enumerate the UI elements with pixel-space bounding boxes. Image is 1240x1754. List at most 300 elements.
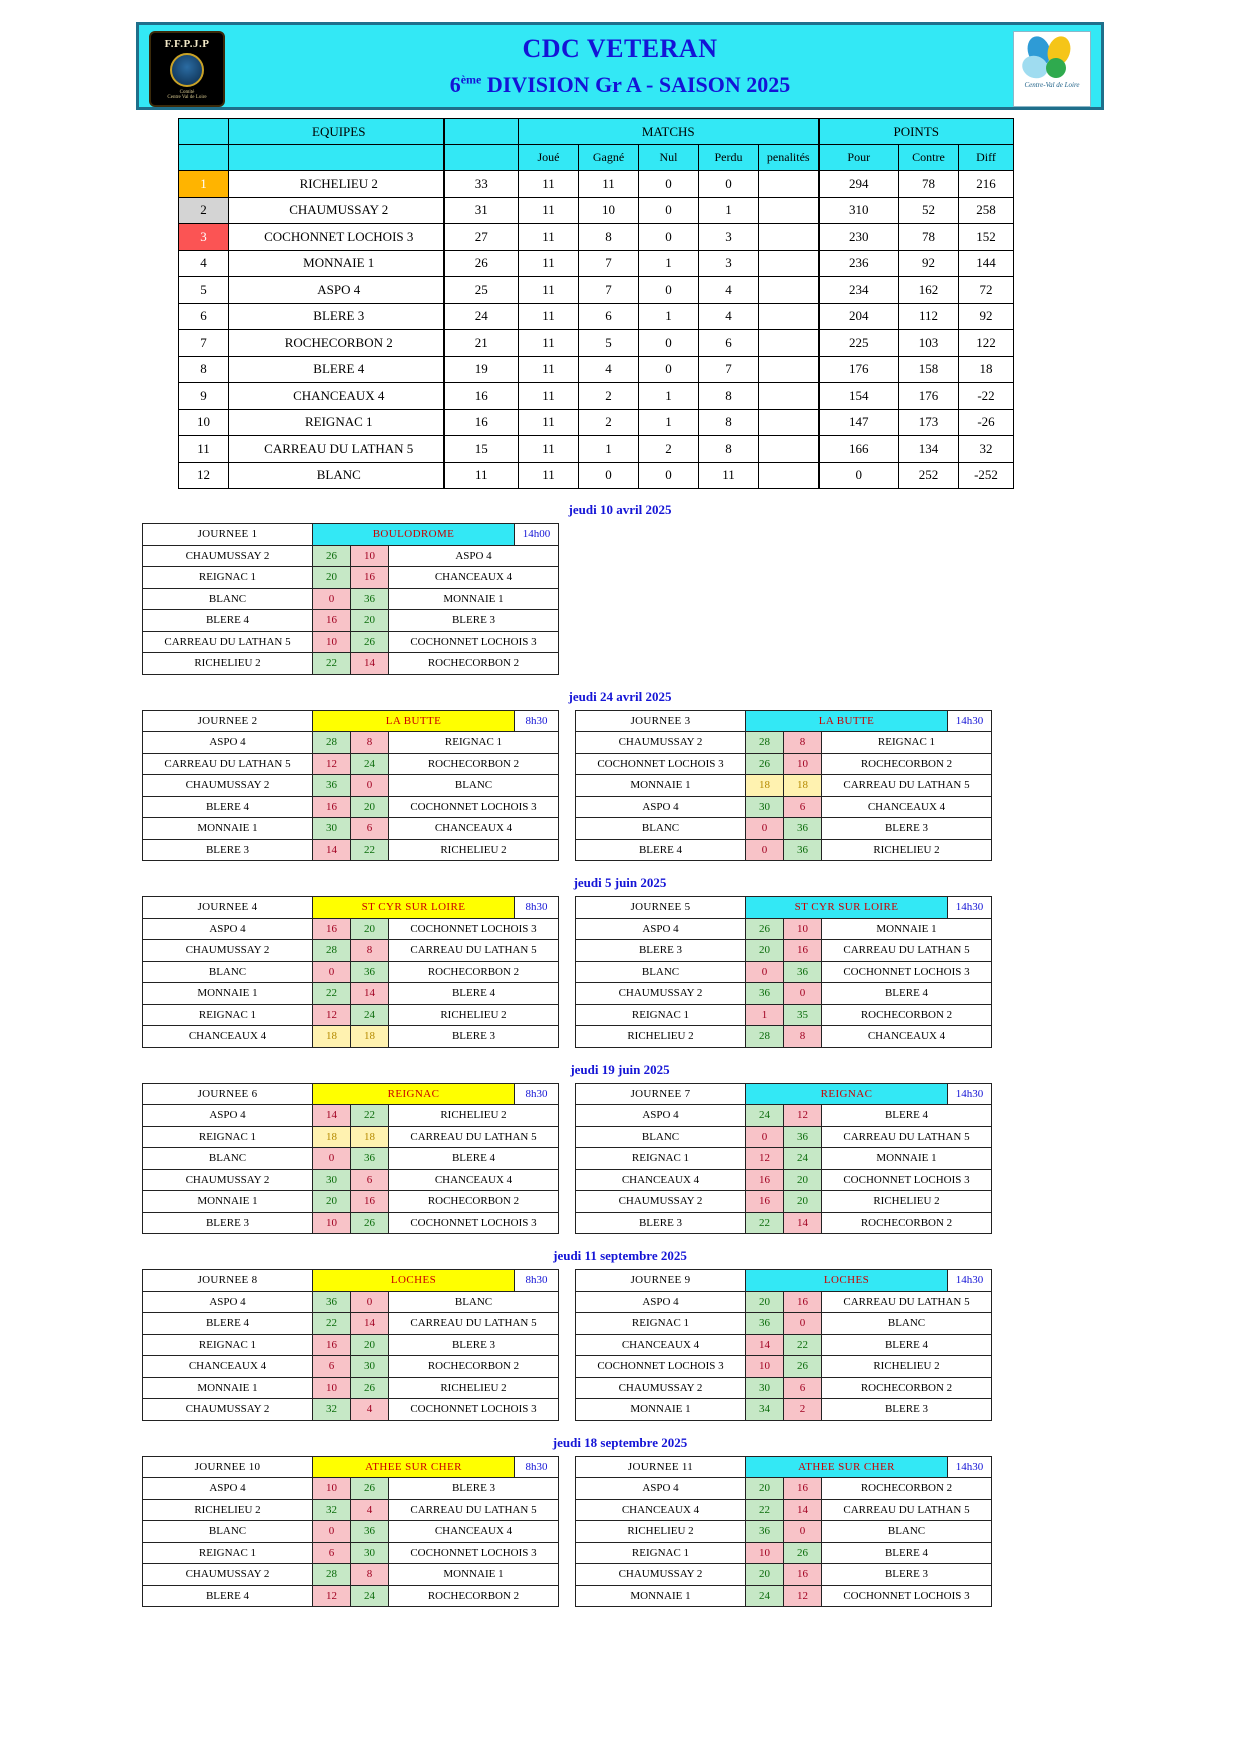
gagne-cell: 2 xyxy=(579,383,639,410)
pour-cell: 236 xyxy=(819,250,899,277)
home-team-cell: REIGNAC 1 xyxy=(143,567,313,589)
away-score-cell: 12 xyxy=(784,1105,822,1127)
away-score-cell: 24 xyxy=(784,1148,822,1170)
journee-block-row xyxy=(0,523,1240,675)
perdu-cell: 1 xyxy=(699,197,759,224)
home-team-cell: BLANC xyxy=(143,1521,313,1543)
away-team-cell: COCHONNET LOCHOIS 3 xyxy=(389,1542,559,1564)
rank-cell: 7 xyxy=(179,330,229,357)
perdu-cell: 4 xyxy=(699,277,759,304)
match-row xyxy=(143,818,559,840)
home-score-cell: 22 xyxy=(313,653,351,675)
home-score-cell: 12 xyxy=(746,1148,784,1170)
start-time-label: 8h30 xyxy=(515,1456,559,1478)
home-score-cell: 16 xyxy=(313,610,351,632)
journee-label: JOURNEE 7 xyxy=(576,1083,746,1105)
journee-label: JOURNEE 5 xyxy=(576,897,746,919)
home-score-cell: 0 xyxy=(313,1521,351,1543)
venue-label: ST CYR SUR LOIRE xyxy=(746,897,948,919)
home-team-cell: REIGNAC 1 xyxy=(143,1126,313,1148)
away-team-cell: CHANCEAUX 4 xyxy=(822,796,992,818)
home-score-cell: 18 xyxy=(313,1126,351,1148)
match-row xyxy=(143,1004,559,1026)
home-team-cell: MONNAIE 1 xyxy=(576,1585,746,1607)
home-team-cell: CHAUMUSSAY 2 xyxy=(576,732,746,754)
journee-header-row xyxy=(143,1270,559,1292)
rank-cell: 5 xyxy=(179,277,229,304)
away-team-cell: RICHELIEU 2 xyxy=(389,1105,559,1127)
match-row xyxy=(576,1356,992,1378)
home-score-cell: 20 xyxy=(313,567,351,589)
standings-row xyxy=(179,383,1014,410)
away-score-cell: 36 xyxy=(351,588,389,610)
standings-row xyxy=(179,436,1014,463)
away-team-cell: BLERE 3 xyxy=(822,1564,992,1586)
away-score-cell: 26 xyxy=(351,1377,389,1399)
home-score-cell: 10 xyxy=(746,1542,784,1564)
gagne-cell: 0 xyxy=(579,462,639,489)
journee-header-row xyxy=(143,710,559,732)
home-score-cell: 20 xyxy=(313,1191,351,1213)
match-row xyxy=(143,1212,559,1234)
away-team-cell: ASPO 4 xyxy=(389,545,559,567)
away-team-cell: CARREAU DU LATHAN 5 xyxy=(389,1313,559,1335)
away-score-cell: 26 xyxy=(351,1478,389,1500)
team-name-cell: BLERE 4 xyxy=(229,356,444,383)
away-team-cell: CARREAU DU LATHAN 5 xyxy=(389,1126,559,1148)
away-team-cell: COCHONNET LOCHOIS 3 xyxy=(389,631,559,653)
team-name-cell: CARREAU DU LATHAN 5 xyxy=(229,436,444,463)
diff-cell: 152 xyxy=(959,224,1014,251)
home-score-cell: 26 xyxy=(746,753,784,775)
pour-header: Pour xyxy=(819,145,899,171)
home-score-cell: 20 xyxy=(746,940,784,962)
away-score-cell: 22 xyxy=(784,1334,822,1356)
rank-cell: 4 xyxy=(179,250,229,277)
away-team-cell: BLANC xyxy=(389,775,559,797)
home-score-cell: 30 xyxy=(746,1377,784,1399)
match-row xyxy=(576,839,992,861)
away-score-cell: 22 xyxy=(351,1105,389,1127)
away-score-cell: 6 xyxy=(784,1377,822,1399)
total-points-cell: 24 xyxy=(444,303,519,330)
matchs-group-header: MATCHS xyxy=(519,119,819,145)
penalites-cell xyxy=(759,330,819,357)
nul-cell: 0 xyxy=(639,224,699,251)
match-row xyxy=(143,1291,559,1313)
pour-cell: 310 xyxy=(819,197,899,224)
away-score-cell: 0 xyxy=(351,1291,389,1313)
ffpjp-logo-emblem xyxy=(170,53,204,87)
away-team-cell: BLERE 4 xyxy=(822,1334,992,1356)
match-row xyxy=(143,1148,559,1170)
home-score-cell: 10 xyxy=(313,1377,351,1399)
pour-cell: 225 xyxy=(819,330,899,357)
match-row xyxy=(143,775,559,797)
away-score-cell: 20 xyxy=(351,918,389,940)
equipes-subheader xyxy=(229,145,444,171)
nul-cell: 0 xyxy=(639,462,699,489)
match-row xyxy=(576,1148,992,1170)
journee-table xyxy=(575,1269,992,1421)
match-row xyxy=(143,610,559,632)
away-score-cell: 8 xyxy=(784,1026,822,1048)
home-team-cell: ASPO 4 xyxy=(576,918,746,940)
standings-row xyxy=(179,224,1014,251)
contre-cell: 78 xyxy=(899,224,959,251)
away-score-cell: 16 xyxy=(351,1191,389,1213)
penalites-cell xyxy=(759,383,819,410)
contre-header: Contre xyxy=(899,145,959,171)
perdu-cell: 0 xyxy=(699,171,759,198)
home-team-cell: ASPO 4 xyxy=(576,1105,746,1127)
away-score-cell: 14 xyxy=(784,1212,822,1234)
home-score-cell: 16 xyxy=(313,796,351,818)
home-score-cell: 10 xyxy=(313,1478,351,1500)
away-team-cell: CHANCEAUX 4 xyxy=(389,1521,559,1543)
joue-cell: 11 xyxy=(519,383,579,410)
nul-cell: 0 xyxy=(639,171,699,198)
home-team-cell: ASPO 4 xyxy=(143,732,313,754)
gagne-cell: 10 xyxy=(579,197,639,224)
journee-block-row xyxy=(0,1269,1240,1421)
home-team-cell: BLERE 3 xyxy=(143,839,313,861)
journee-table xyxy=(142,710,559,862)
home-team-cell: RICHELIEU 2 xyxy=(576,1521,746,1543)
away-score-cell: 18 xyxy=(784,775,822,797)
match-row xyxy=(576,940,992,962)
journee-header-row xyxy=(576,710,992,732)
match-row xyxy=(143,839,559,861)
match-row xyxy=(143,940,559,962)
away-team-cell: RICHELIEU 2 xyxy=(822,1191,992,1213)
journee-block-row xyxy=(0,1456,1240,1608)
start-time-label: 8h30 xyxy=(515,1083,559,1105)
home-team-cell: CHAUMUSSAY 2 xyxy=(143,775,313,797)
joue-cell: 11 xyxy=(519,462,579,489)
contre-cell: 173 xyxy=(899,409,959,436)
home-team-cell: MONNAIE 1 xyxy=(576,1399,746,1421)
rank-cell: 1 xyxy=(179,171,229,198)
match-row xyxy=(576,983,992,1005)
match-row xyxy=(576,1499,992,1521)
standings-table-body xyxy=(179,171,1014,489)
away-score-cell: 4 xyxy=(351,1499,389,1521)
journee-label: JOURNEE 4 xyxy=(143,897,313,919)
contre-cell: 103 xyxy=(899,330,959,357)
away-team-cell: COCHONNET LOCHOIS 3 xyxy=(822,1169,992,1191)
match-row xyxy=(576,1191,992,1213)
venue-label: REIGNAC xyxy=(746,1083,948,1105)
match-row xyxy=(576,796,992,818)
away-score-cell: 14 xyxy=(351,1313,389,1335)
away-score-cell: 8 xyxy=(784,732,822,754)
gagne-cell: 8 xyxy=(579,224,639,251)
match-row xyxy=(576,1542,992,1564)
away-team-cell: COCHONNET LOCHOIS 3 xyxy=(389,796,559,818)
away-team-cell: MONNAIE 1 xyxy=(389,588,559,610)
match-row xyxy=(576,1105,992,1127)
match-row xyxy=(143,918,559,940)
journee-header-row xyxy=(576,1270,992,1292)
journee-header-row xyxy=(576,897,992,919)
home-score-cell: 28 xyxy=(746,732,784,754)
away-team-cell: BLERE 3 xyxy=(389,1026,559,1048)
contre-cell: 112 xyxy=(899,303,959,330)
away-team-cell: MONNAIE 1 xyxy=(389,1564,559,1586)
rank-cell: 11 xyxy=(179,436,229,463)
division-number: 6 xyxy=(449,72,461,97)
home-team-cell: RICHELIEU 2 xyxy=(143,653,313,675)
away-team-cell: BLERE 3 xyxy=(389,1334,559,1356)
joue-cell: 11 xyxy=(519,224,579,251)
away-score-cell: 26 xyxy=(784,1542,822,1564)
home-score-cell: 22 xyxy=(313,1313,351,1335)
away-team-cell: CARREAU DU LATHAN 5 xyxy=(822,1126,992,1148)
section-date-label: jeudi 11 septembre 2025 xyxy=(553,1248,687,1263)
match-row xyxy=(143,1126,559,1148)
home-team-cell: REIGNAC 1 xyxy=(143,1004,313,1026)
away-score-cell: 4 xyxy=(351,1399,389,1421)
total-points-cell: 16 xyxy=(444,409,519,436)
journee-sections xyxy=(0,492,1240,1607)
away-score-cell: 6 xyxy=(351,1169,389,1191)
home-score-cell: 20 xyxy=(746,1478,784,1500)
match-row xyxy=(576,753,992,775)
home-team-cell: REIGNAC 1 xyxy=(576,1313,746,1335)
away-score-cell: 14 xyxy=(784,1499,822,1521)
away-team-cell: CHANCEAUX 4 xyxy=(389,818,559,840)
away-team-cell: BLERE 3 xyxy=(389,610,559,632)
home-score-cell: 12 xyxy=(313,1004,351,1026)
page-title-line2 xyxy=(450,72,791,98)
home-score-cell: 0 xyxy=(313,1148,351,1170)
home-team-cell: REIGNAC 1 xyxy=(576,1542,746,1564)
perdu-cell: 3 xyxy=(699,250,759,277)
penalites-cell xyxy=(759,303,819,330)
away-score-cell: 8 xyxy=(351,940,389,962)
perdu-cell: 8 xyxy=(699,409,759,436)
away-score-cell: 0 xyxy=(784,1521,822,1543)
pour-cell: 176 xyxy=(819,356,899,383)
journee-label: JOURNEE 3 xyxy=(576,710,746,732)
match-row xyxy=(143,1478,559,1500)
home-score-cell: 16 xyxy=(746,1169,784,1191)
gagne-cell: 7 xyxy=(579,277,639,304)
home-team-cell: CHAUMUSSAY 2 xyxy=(143,1399,313,1421)
journee-table xyxy=(575,1083,992,1235)
home-score-cell: 14 xyxy=(746,1334,784,1356)
nul-cell: 0 xyxy=(639,277,699,304)
match-row xyxy=(143,631,559,653)
away-team-cell: ROCHECORBON 2 xyxy=(822,1377,992,1399)
away-score-cell: 0 xyxy=(784,983,822,1005)
team-name-cell: CHAUMUSSAY 2 xyxy=(229,197,444,224)
team-name-cell: CHANCEAUX 4 xyxy=(229,383,444,410)
away-team-cell: BLERE 4 xyxy=(389,983,559,1005)
home-score-cell: 10 xyxy=(313,1212,351,1234)
match-row xyxy=(143,588,559,610)
away-score-cell: 0 xyxy=(784,1313,822,1335)
away-team-cell: MONNAIE 1 xyxy=(822,918,992,940)
home-score-cell: 0 xyxy=(313,961,351,983)
match-row xyxy=(143,1521,559,1543)
home-score-cell: 30 xyxy=(313,1169,351,1191)
home-score-cell: 0 xyxy=(746,961,784,983)
perdu-cell: 8 xyxy=(699,383,759,410)
perdu-cell: 8 xyxy=(699,436,759,463)
journee-table xyxy=(575,710,992,862)
home-team-cell: BLANC xyxy=(143,1148,313,1170)
joue-cell: 11 xyxy=(519,250,579,277)
home-score-cell: 34 xyxy=(746,1399,784,1421)
home-team-cell: ASPO 4 xyxy=(143,1478,313,1500)
contre-cell: 52 xyxy=(899,197,959,224)
penalites-cell xyxy=(759,224,819,251)
home-score-cell: 6 xyxy=(313,1542,351,1564)
division-ordinal-suffix: ème xyxy=(460,72,482,87)
gagne-cell: 4 xyxy=(579,356,639,383)
pour-cell: 234 xyxy=(819,277,899,304)
away-team-cell: CARREAU DU LATHAN 5 xyxy=(389,1499,559,1521)
gagne-header: Gagné xyxy=(579,145,639,171)
diff-cell: 18 xyxy=(959,356,1014,383)
match-row xyxy=(143,1105,559,1127)
away-score-cell: 36 xyxy=(784,1126,822,1148)
journee-table xyxy=(575,896,992,1048)
match-row xyxy=(143,732,559,754)
home-team-cell: CHANCEAUX 4 xyxy=(143,1356,313,1378)
home-team-cell: CHANCEAUX 4 xyxy=(576,1169,746,1191)
total-points-cell: 25 xyxy=(444,277,519,304)
away-score-cell: 18 xyxy=(351,1026,389,1048)
nul-cell: 1 xyxy=(639,303,699,330)
joue-cell: 11 xyxy=(519,409,579,436)
away-score-cell: 20 xyxy=(351,796,389,818)
away-score-cell: 6 xyxy=(351,818,389,840)
journee-section xyxy=(0,689,1240,862)
match-row xyxy=(576,1399,992,1421)
start-time-label: 14h30 xyxy=(948,1456,992,1478)
away-score-cell: 14 xyxy=(351,653,389,675)
venue-label: ST CYR SUR LOIRE xyxy=(313,897,515,919)
home-team-cell: MONNAIE 1 xyxy=(576,775,746,797)
section-date-label: jeudi 5 juin 2025 xyxy=(573,875,667,890)
home-team-cell: CHANCEAUX 4 xyxy=(576,1499,746,1521)
gagne-cell: 11 xyxy=(579,171,639,198)
home-score-cell: 30 xyxy=(746,796,784,818)
standings-table xyxy=(178,118,1014,489)
home-score-cell: 24 xyxy=(746,1585,784,1607)
match-row xyxy=(576,732,992,754)
away-score-cell: 10 xyxy=(784,753,822,775)
away-score-cell: 30 xyxy=(351,1356,389,1378)
journee-section xyxy=(0,502,1240,675)
journee-header-row xyxy=(143,1456,559,1478)
match-row xyxy=(143,1313,559,1335)
penalites-cell xyxy=(759,197,819,224)
standings-row xyxy=(179,356,1014,383)
diff-cell: 92 xyxy=(959,303,1014,330)
rank-cell: 12 xyxy=(179,462,229,489)
rank-cell: 2 xyxy=(179,197,229,224)
rank-group-header xyxy=(179,119,229,145)
penalites-cell xyxy=(759,171,819,198)
rank-subheader xyxy=(179,145,229,171)
rank-cell: 8 xyxy=(179,356,229,383)
joue-cell: 11 xyxy=(519,171,579,198)
home-team-cell: ASPO 4 xyxy=(143,1291,313,1313)
total-points-cell: 16 xyxy=(444,383,519,410)
match-row xyxy=(143,1499,559,1521)
perdu-cell: 6 xyxy=(699,330,759,357)
total-points-cell: 15 xyxy=(444,436,519,463)
home-team-cell: BLANC xyxy=(576,1126,746,1148)
away-score-cell: 36 xyxy=(351,1521,389,1543)
start-time-label: 14h00 xyxy=(515,524,559,546)
pour-cell: 204 xyxy=(819,303,899,330)
home-team-cell: BLERE 3 xyxy=(576,940,746,962)
diff-header: Diff xyxy=(959,145,1014,171)
nul-cell: 2 xyxy=(639,436,699,463)
home-team-cell: CHAUMUSSAY 2 xyxy=(576,1191,746,1213)
home-team-cell: REIGNAC 1 xyxy=(576,1004,746,1026)
team-name-cell: COCHONNET LOCHOIS 3 xyxy=(229,224,444,251)
points-group-header: POINTS xyxy=(819,119,1014,145)
gagne-cell: 7 xyxy=(579,250,639,277)
pour-cell: 166 xyxy=(819,436,899,463)
home-team-cell: BLERE 4 xyxy=(143,796,313,818)
rank-cell: 6 xyxy=(179,303,229,330)
home-score-cell: 24 xyxy=(746,1105,784,1127)
journee-table xyxy=(142,896,559,1048)
journee-block-row xyxy=(0,1083,1240,1235)
match-row xyxy=(576,818,992,840)
pour-cell: 230 xyxy=(819,224,899,251)
section-date-label: jeudi 18 septembre 2025 xyxy=(552,1434,688,1450)
rank-cell: 9 xyxy=(179,383,229,410)
joue-cell: 11 xyxy=(519,277,579,304)
match-row xyxy=(576,775,992,797)
away-score-cell: 10 xyxy=(351,545,389,567)
journee-section xyxy=(0,1062,1240,1235)
away-score-cell: 35 xyxy=(784,1004,822,1026)
gagne-cell: 6 xyxy=(579,303,639,330)
home-team-cell: RICHELIEU 2 xyxy=(576,1026,746,1048)
diff-cell: 144 xyxy=(959,250,1014,277)
journee-label: JOURNEE 2 xyxy=(143,710,313,732)
home-score-cell: 20 xyxy=(746,1564,784,1586)
away-score-cell: 36 xyxy=(784,818,822,840)
section-date-label: jeudi 19 juin 2025 xyxy=(570,1061,670,1077)
away-team-cell: COCHONNET LOCHOIS 3 xyxy=(822,1585,992,1607)
diff-cell: -22 xyxy=(959,383,1014,410)
journee-header-row xyxy=(143,1083,559,1105)
home-team-cell: MONNAIE 1 xyxy=(143,983,313,1005)
home-team-cell: CHAUMUSSAY 2 xyxy=(576,1377,746,1399)
ffpjp-logo-subtext: Comité Centre Val de Loire xyxy=(167,89,207,100)
away-score-cell: 16 xyxy=(784,1291,822,1313)
match-row xyxy=(143,1356,559,1378)
away-team-cell: ROCHECORBON 2 xyxy=(389,961,559,983)
penalites-cell xyxy=(759,409,819,436)
team-name-cell: BLANC xyxy=(229,462,444,489)
away-score-cell: 18 xyxy=(351,1126,389,1148)
away-score-cell: 10 xyxy=(784,918,822,940)
home-score-cell: 12 xyxy=(313,753,351,775)
gagne-cell: 1 xyxy=(579,436,639,463)
away-team-cell: ROCHECORBON 2 xyxy=(822,1004,992,1026)
